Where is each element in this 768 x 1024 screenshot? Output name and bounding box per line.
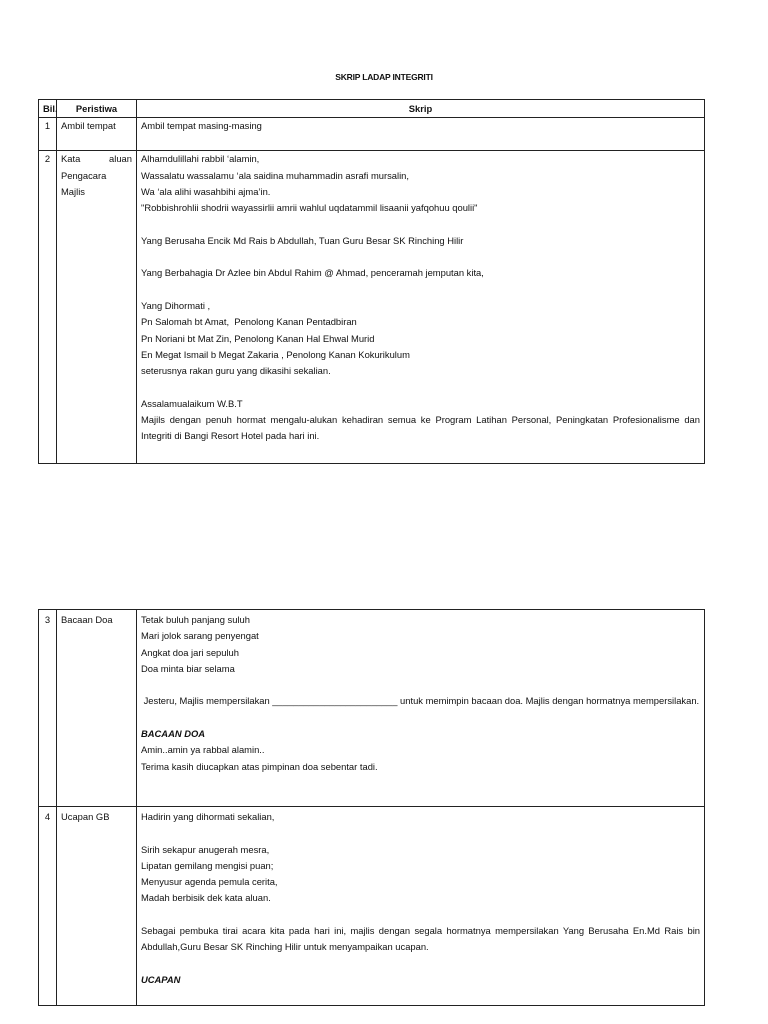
row-peristiwa: Bacaan Doa bbox=[57, 610, 137, 807]
script-line: Menyusur agenda pemula cerita, bbox=[141, 876, 278, 888]
script-line: Assalamualaikum W.B.T bbox=[141, 397, 243, 409]
row-peristiwa bbox=[57, 151, 137, 464]
script-table-2 bbox=[38, 609, 705, 1006]
script-paragraph: Sebagai pembuka tirai acara kita pada hari ini, majlis dengan segala hormatnya mempersilakan Yang Berusaha En.Md Rais bin Abdullah,Guru Besar SK Rinching Hilir untuk menyampaikan ucapan. bbox=[141, 925, 703, 953]
script-line: Yang Berusaha Encik Md Rais b Abdullah, Tuan Guru Besar SK Rinching Hilir bbox=[141, 234, 464, 246]
script-line: Pn Noriani bt Mat Zin, Penolong Kanan Hal Ehwal Murid bbox=[141, 332, 375, 344]
row-number: 3 bbox=[39, 610, 57, 807]
header-bil: Bil. bbox=[39, 100, 57, 118]
header-skrip: Skrip bbox=[137, 100, 705, 118]
peristiwa-word: aluan bbox=[109, 153, 132, 165]
script-line: Sirih sekapur anugerah mesra, bbox=[141, 843, 270, 855]
script-line: seterusnya rakan guru yang dikasihi sekalian. bbox=[141, 365, 331, 377]
script-heading: UCAPAN bbox=[141, 973, 181, 985]
script-paragraph: Majils dengan penuh hormat mengalu-alukan kehadiran semua ke Program Latihan Personal, Peningkatan Profesionalisme dan Integriti di Bangi Resort Hotel pada hari ini. bbox=[141, 414, 703, 442]
script-line: Yang Dihormati , bbox=[141, 299, 211, 311]
row-peristiwa: Ambil tempat bbox=[57, 118, 137, 151]
script-line: Madah berbisik dek kata aluan. bbox=[141, 892, 271, 904]
script-heading: BACAAN DOA bbox=[141, 728, 206, 740]
script-line: "Robbishrohlii shodrii wayassirlii amrii wahlul uqdatammil lisaanii yafqohuu qoulii" bbox=[141, 202, 478, 214]
table-row bbox=[39, 151, 705, 464]
table-row bbox=[39, 610, 705, 807]
script-line: Lipatan gemilang mengisi puan; bbox=[141, 859, 274, 871]
table-row bbox=[39, 807, 705, 1006]
row-skrip bbox=[137, 807, 705, 1006]
peristiwa-line: Pengacara Majlis bbox=[61, 169, 109, 197]
row-skrip: Ambil tempat masing-masing bbox=[137, 118, 705, 151]
script-line: Pn Salomah bt Amat, Penolong Kanan Pentadbiran bbox=[141, 316, 357, 328]
script-line: Amin..amin ya rabbal alamin.. bbox=[141, 744, 265, 756]
script-line: Angkat doa jari sepuluh bbox=[141, 646, 239, 658]
script-line: Mari jolok sarang penyengat bbox=[141, 630, 259, 642]
row-number: 2 bbox=[39, 151, 57, 464]
row-peristiwa: Ucapan GB bbox=[57, 807, 137, 1006]
script-line: Yang Berbahagia Dr Azlee bin Abdul Rahim @ Ahmad, penceramah jemputan kita, bbox=[141, 267, 484, 279]
peristiwa-word: Kata bbox=[61, 153, 81, 165]
table-row bbox=[39, 118, 705, 151]
peristiwa-line bbox=[61, 151, 132, 167]
script-line: Alhamdulillahi rabbil ‘alamin, bbox=[141, 153, 260, 165]
script-line: Hadirin yang dihormati sekalian, bbox=[141, 811, 275, 822]
script-paragraph: Jesteru, Majlis mempersilakan ________________________ untuk memimpin bacaan doa. Majlis dengan hormatnya mempersilakan. bbox=[141, 695, 700, 707]
table-header-row bbox=[39, 100, 705, 118]
script-line: Doa minta biar selama bbox=[141, 662, 235, 674]
script-line: Terima kasih diucapkan atas pimpinan doa sebentar tadi. bbox=[141, 760, 378, 772]
row-number: 1 bbox=[39, 118, 57, 151]
row-number: 4 bbox=[39, 807, 57, 1006]
script-line: Wassalatu wassalamu ‘ala saidina muhammadin asrafi mursalin, bbox=[141, 169, 409, 181]
script-line: En Megat Ismail b Megat Zakaria , Penolong Kanan Kokurikulum bbox=[141, 348, 410, 360]
document-title: SKRIP LADAP INTEGRITI bbox=[335, 72, 433, 82]
script-line: Wa ‘ala alihi wasahbihi ajma’in. bbox=[141, 185, 271, 197]
script-line: Tetak buluh panjang suluh bbox=[141, 614, 250, 625]
header-peristiwa: Peristiwa bbox=[57, 100, 137, 118]
script-table-1 bbox=[38, 99, 705, 464]
row-skrip bbox=[137, 151, 705, 464]
row-skrip bbox=[137, 610, 705, 807]
